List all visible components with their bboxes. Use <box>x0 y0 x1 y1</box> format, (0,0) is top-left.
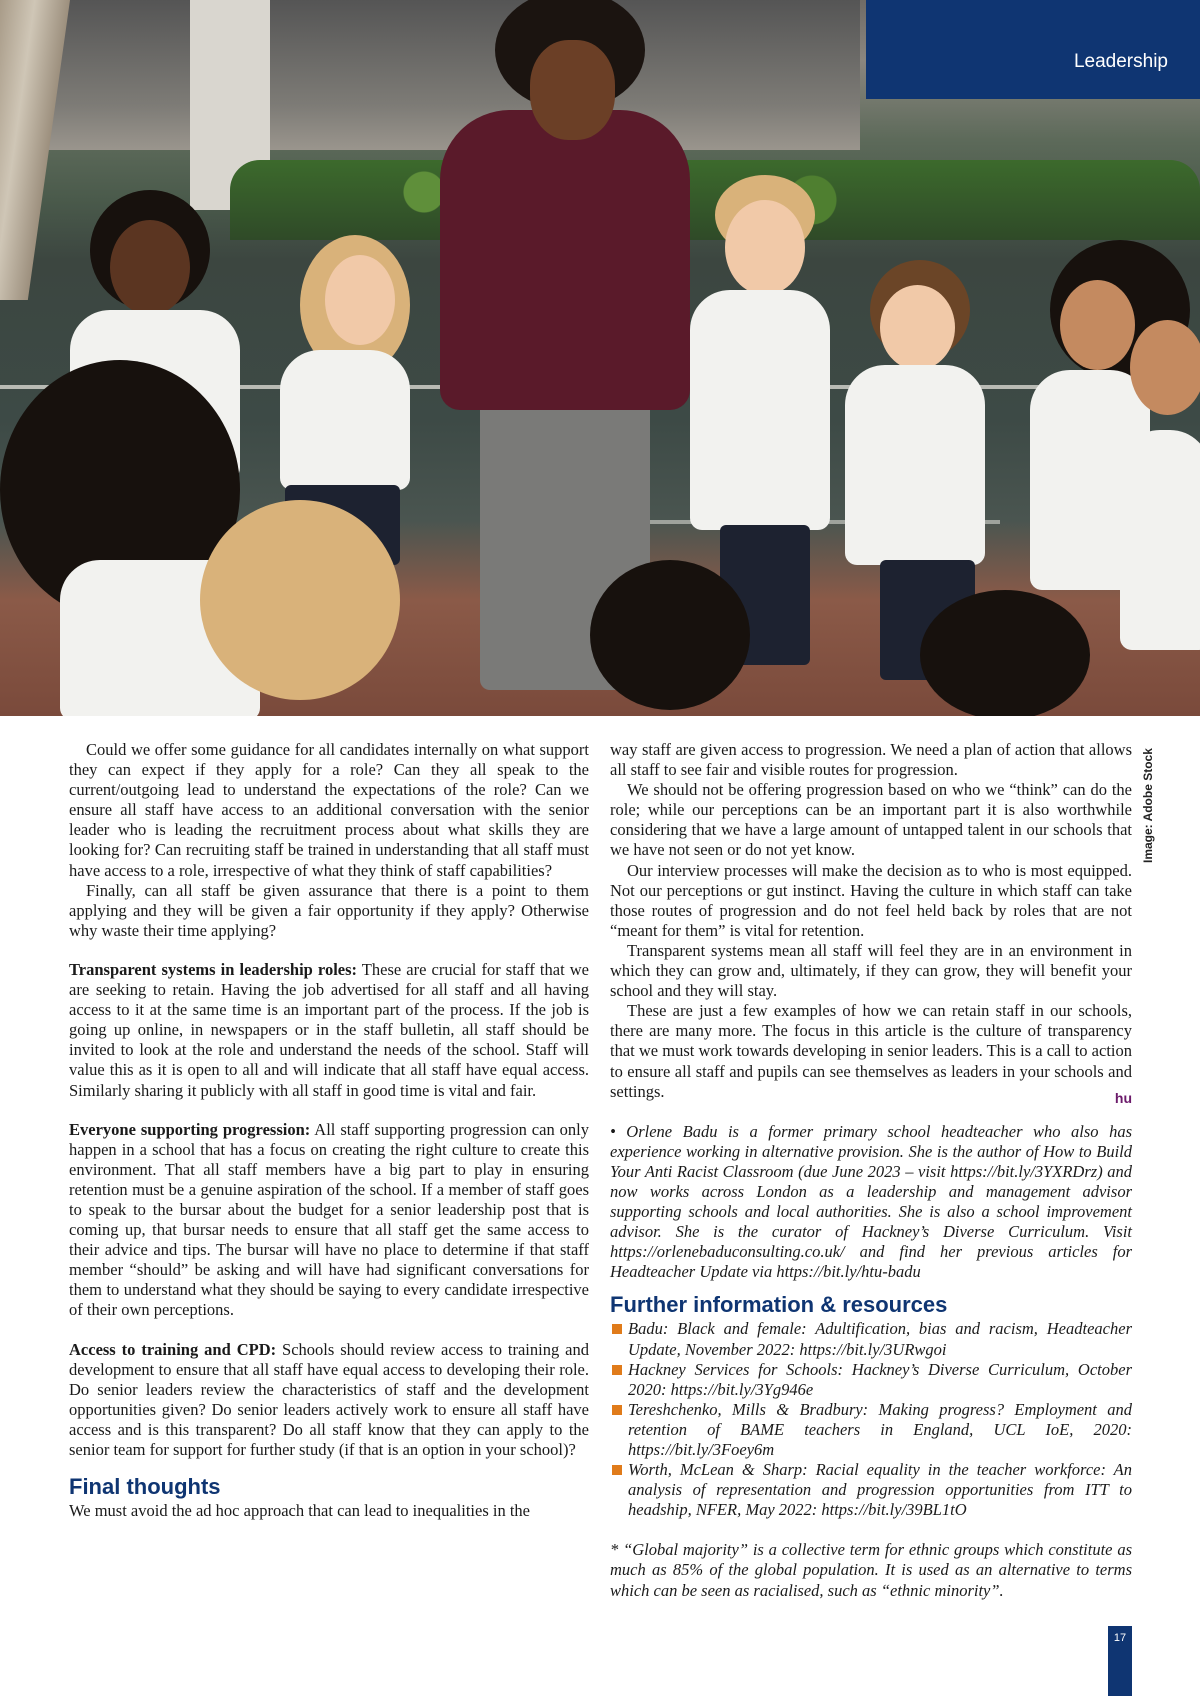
author-bio: • Orlene Badu is a former primary school headteacher who also has experience working in alternative provision. She is the author of How to Build Your Anti Racist Classroom (due June 2023 – visit https://bit.ly/3YXRDrz) and now works across London as a leadership and management advisor supporting schools and local authorities. She is also a school improvement advisor. She is the curator of Hackney’s Diverse Curriculum. Visit https://orlenebaduconsulting.co.uk/ and find her previous articles for Headteacher Update via https://bit.ly/htu-badu <box>610 1121 1132 1282</box>
resource-text: Tereshchenko, Mills & Bradbury: Making progress? Employment and retention of BAME teachers in England, UCL IoE, 2020: https://bit.ly/3Foey6m <box>628 1399 1132 1459</box>
resource-text: Worth, McLean & Sharp: Racial equality in the teacher workforce: An analysis of representation and progression opportunities from ITT to headship, NFER, May 2022: https://bit.ly/39BL1tO <box>628 1460 1132 1520</box>
photo-child-face <box>1060 280 1135 370</box>
section-tab <box>866 0 1200 99</box>
photo-child-hair <box>590 560 750 710</box>
right-column <box>610 740 1132 1601</box>
paragraph: Finally, can all staff be given assurance that there is a point to them applying and they will be given a fair opportunity if they apply? Otherwise why waste their time applying? <box>69 880 589 940</box>
photo-tree <box>0 0 70 300</box>
resources-list <box>610 1319 1132 1520</box>
section-label: Leadership <box>1073 51 1168 72</box>
photo-child-shirt <box>690 290 830 530</box>
paragraph: These are just a few examples of how we can retain staff in our schools, there are many more. The focus in this article is the culture of transparency that we must work towards developing in senior leaders. This is a call to action to ensure all staff and pupils can see themselves as leaders in your schools and settings. <box>610 1001 1132 1101</box>
resource-item <box>610 1360 1132 1400</box>
photo-child-face <box>1130 320 1200 415</box>
photo-child-shirt <box>845 365 985 565</box>
photo-child-hair <box>920 590 1090 716</box>
paragraph-body: These are crucial for staff that we are seeking to retain. Having the job advertised for all staff and all having access to it at the same time is an important part of the process. If the job is going up online, in newspapers or in the staff bulletin, all staff should be invited to look at the role and understand the needs of the school. Staff will value this as it is open to all and will indicate that all staff have equal access. Similarly sharing it publicly with all staff in good time is vital and fair. <box>69 959 589 1100</box>
paragraph: We must avoid the ad hoc approach that can lead to inequalities in the <box>69 1501 530 1521</box>
photo-child-shirt <box>280 350 410 490</box>
resource-text: Badu: Black and female: Adultification, bias and racism, Headteacher Update, November 2022: https://bit.ly/3URwgoi <box>628 1319 1132 1359</box>
resource-item <box>610 1319 1132 1359</box>
paragraph <box>69 960 589 1101</box>
photo-teacher-top <box>440 110 690 410</box>
photo-building <box>0 0 860 150</box>
paragraph-body: Schools should review access to training and development to ensure that all staff have equal access to developing their role. Do senior leaders review the characteristics of staff and the development opportunities given? Do senior leaders actively work to ensure all staff have access and is this transparent? Do all staff know that they can apply to the senior team for support for further study (if that is an option in your school)? <box>69 1339 589 1459</box>
bullet-icon <box>612 1405 622 1415</box>
paragraph: Our interview processes will make the decision as to who is most equipped. Not our perceptions or gut instinct. Having the culture in which staff can take those routes of progression and do not feel held back by roles that are not “meant for them” is vital for retention. <box>610 860 1132 940</box>
bullet-icon <box>612 1465 622 1475</box>
paragraph <box>69 1340 589 1461</box>
paragraph-body: All staff supporting progression can only happen in a school that has a focus on creating the right culture to create this environment. That all staff members have a big part to play in ensuring retention must be a genuine aspiration of the school. If a member of staff goes to speak to the bursar about the budget for a senior leadership post that is coming up, that bursar needs to ensure that all staff get the same access to their advice and tips. The bursar will have no place to determine if that staff member “should” be asking and will have had significant conversations for them to understand what they should be saying to every candidate irrespective of their own perceptions. <box>69 1119 589 1320</box>
paragraph <box>69 1120 589 1321</box>
final-thoughts-heading: Final thoughts <box>69 1474 221 1500</box>
bullet-icon <box>612 1365 622 1375</box>
paragraph-lead: Transparent systems in leadership roles: <box>69 959 358 979</box>
image-credit: Image: Adobe Stock <box>1141 748 1155 863</box>
resources-heading: Further information & resources <box>610 1292 948 1318</box>
paragraph: Could we offer some guidance for all candidates internally on what support they can expect if they apply for a role? Can they all speak to the current/outgoing lead to understand the expectations of the role? Can we ensure all staff have access to an additional conversation with the senior leader who is leading the recruitment process about what skills they are looking for? Can recruiting staff be trained in understanding that all staff must have access to a role, irrespective of what they think of staff capabilities? <box>69 740 589 880</box>
hero-photo <box>0 0 1200 716</box>
page-number: 17 <box>1108 1626 1132 1696</box>
photo-child-shirt <box>1120 430 1200 650</box>
headteacher-update-logo: hu <box>1114 1089 1132 1106</box>
resource-item <box>610 1460 1132 1520</box>
paragraph-lead: Everyone supporting progression: <box>69 1119 311 1139</box>
photo-child-hair <box>200 500 400 700</box>
photo-child-face <box>725 200 805 295</box>
bullet-icon <box>612 1324 622 1334</box>
paragraph: Transparent systems mean all staff will feel they are in an environment in which they can grow and, ultimately, if they can grow, they will benefit your school and they will stay. <box>610 940 1132 1001</box>
resource-item <box>610 1400 1132 1460</box>
photo-hedge <box>230 160 1200 240</box>
photo-child-face <box>880 285 955 370</box>
paragraph: We should not be offering progression based on who we “think” can do the role; while our perceptions can be an important part it is also worthwhile considering that we have a large amount of untapped talent in our schools that we have not seen or do not yet know. <box>610 780 1132 860</box>
photo-child-face <box>110 220 190 315</box>
resource-text: Hackney Services for Schools: Hackney’s Diverse Curriculum, October 2020: https://bit.ly/3Yg946e <box>628 1359 1132 1399</box>
left-column <box>69 740 589 1521</box>
footnote: * “Global majority” is a collective term for ethnic groups which constitute as much as 85% of the global population. It is used as an alternative to terms which can be seen as racialised, such as “ethnic minority”. <box>610 1540 1132 1600</box>
photo-child-face <box>325 255 395 345</box>
photo-teacher-face <box>530 40 615 140</box>
paragraph: way staff are given access to progression. We need a plan of action that allows all staff to see fair and visible routes for progression. <box>610 740 1132 780</box>
paragraph-lead: Access to training and CPD: <box>69 1339 277 1359</box>
